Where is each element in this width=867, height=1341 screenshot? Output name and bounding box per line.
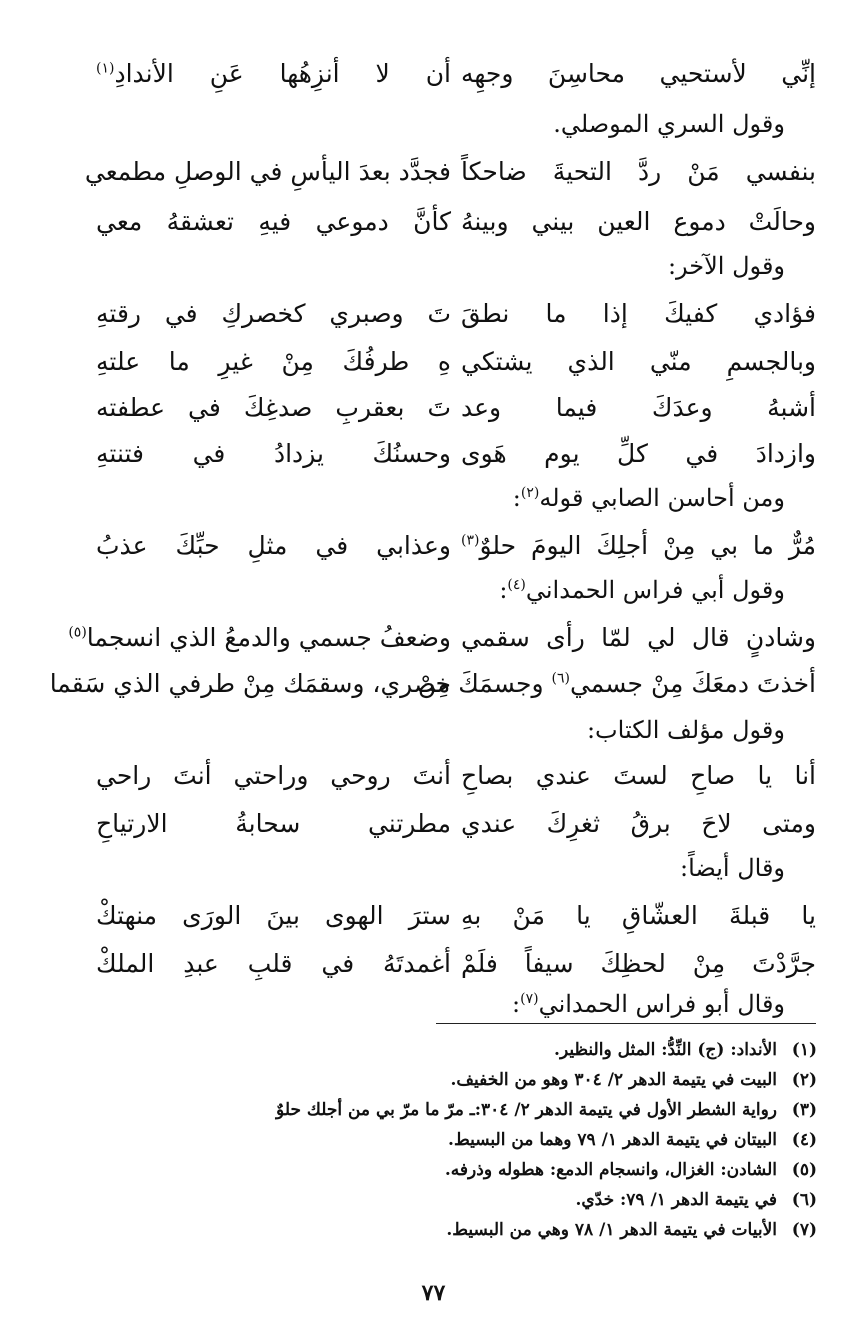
hemistich-text: أن لا أنزِهُها عَنِ الأندادِ [114,59,451,88]
footnote-text: البيت في يتيمة الدهر ٢/ ٣٠٤ وهو من الخفيف. [450,1070,777,1090]
verse-first-hemistich: جرَّدْتَ مِنْ لحظِكَ سيفاً فلَمْ [461,949,816,978]
footnote-number: (٧) [791,1220,817,1240]
footnote-text: البيتان في يتيمة الدهر ١/ ٧٩ وهما من البسيط. [448,1130,777,1150]
page-number: ٧٧ [421,1280,446,1306]
verse-second-hemistich: أغمدتَهُ في قلبِ عبدِ الملكْ [96,949,451,978]
intro-tail: : [512,484,521,512]
verse-first-hemistich: أشبهُ وعدَكَ فيما وعد [461,393,816,422]
verse-first-hemistich: أنا يا صاحِ لستَ عندي بصاحِ [461,761,816,790]
intro-text: ومن أحاسن الصابي قوله [539,484,785,512]
verse-line [96,526,816,570]
footnote-marker: (٣) [461,532,480,549]
footnote-marker: (٦) [551,670,570,687]
verse-second-hemistich: كأنَّ دموعي فيهِ تعشقهُ معي [96,207,451,236]
footnote-number: (٦) [791,1190,817,1210]
verse-first-hemistich: وازدادَ في كلِّ يوم هَوى [461,439,816,468]
verse-first-hemistich: يا قبلةَ العشّاقِ يا مَنْ بهِ [461,901,816,930]
verse-second-hemistich [68,618,451,658]
verse-line [96,896,816,940]
intro-line [185,570,785,610]
footnote [97,1216,817,1244]
verse-line [96,342,816,386]
footnote-number: (٣) [791,1100,817,1120]
hemistich-text: أخذتَ دمعَكَ مِنْ جسمي [569,669,816,698]
intro-line: وقول مؤلف الكتاب: [586,716,785,744]
footnote-marker: (٢) [520,485,540,501]
footnote-number: (٥) [791,1160,817,1180]
verse-first-hemistich: بنفسي مَنْ ردَّ التحيةَ ضاحكاً [461,157,816,186]
intro-line: وقال أيضاً: [680,854,785,882]
verse-line [49,664,816,708]
intro-line: وقول السري الموصلي. [553,110,785,138]
hemistich-text: مُرٌّ ما بي مِنْ أجلِكَ اليومَ حلوٌ [479,531,816,560]
hemistich-tail: وجسمَكَ مِنْ [417,669,552,698]
footnote-text: الشادن: الغزال، وانسجام الدمع: هطوله وذرفه. [444,1160,777,1180]
footnote-marker: (٧) [520,991,539,1007]
footnote-text: رواية الشطر الأول في يتيمة الدهر ٢/ ٣٠٤:ـ مرّ ما مرّ بي من أجلك حلوٌ [276,1100,777,1120]
intro-line: وقول الآخر: [667,252,785,280]
verse-second-hemistich: خصري، وسقمَك مِنْ طرفي الذي سَقما [49,669,451,698]
footnote-number: (٢) [791,1070,817,1090]
verse-line [96,756,816,800]
verse-line [96,944,816,988]
intro-tail: : [499,576,508,604]
intro-line [185,478,785,518]
verse-second-hemistich [96,54,451,94]
footnote-text: في يتيمة الدهر ١/ ٧٩: خدّي. [575,1190,777,1210]
footnote [97,1186,817,1214]
verse-line [68,618,816,662]
verse-second-hemistich: وحسنُكَ يزدادُ في فتنتهِ [96,439,451,468]
footnote-text: الأنداد: (ج) النِّدُّ: المثل والنظير. [554,1040,777,1060]
intro-text: وقال أبو فراس الحمداني [538,990,785,1018]
intro-line [185,984,785,1024]
verse-second-hemistich: مطرتني سحابةُ الارتياحِ [96,809,451,838]
verse-line [96,54,816,98]
verse-line [96,202,816,246]
verse-second-hemistich: فجدَّد بعدَ اليأسِ في الوصلِ مطمعي [84,157,451,186]
footnote-text: الأبيات في يتيمة الدهر ١/ ٧٨ وهي من البسيط. [446,1220,777,1240]
footnote [97,1156,817,1184]
verse-second-hemistich: سترَ الهوى بينَ الورَى منهتكْ [96,901,451,930]
verse-first-hemistich [417,664,816,704]
verse-first-hemistich: فؤادي كفيكَ إذا ما نطقَ [461,299,816,328]
footnote [97,1096,817,1124]
footnote-separator [436,1023,816,1024]
verse-first-hemistich [461,526,816,566]
verse-first-hemistich: إنِّي لأستحيي محاسِنَ وجهِه [461,59,816,88]
verse-second-hemistich: هِ طرفُكَ مِنْ غيرِ ما علتهِ [96,347,451,376]
verse-second-hemistich: تَ وصبري كخصركِ في رقتهِ [96,299,451,328]
intro-text: وقول أبي فراس الحمداني [525,576,785,604]
intro-tail: : [512,990,521,1018]
hemistich-text: وضعفُ جسمي والدمعُ الذي انسجما [86,623,451,652]
verse-first-hemistich: وحالَتْ دموع العين بيني وبينهُ [461,207,816,236]
verse-second-hemistich: تَ بعقربِ صدغِكَ في عطفته [96,393,451,422]
footnote-marker: (٥) [68,624,87,641]
footnote [97,1066,817,1094]
verse-second-hemistich: وعذابي في مثلِ حبِّكَ عذبُ [96,531,451,560]
verse-line [96,804,816,848]
footnote-marker: (١) [96,60,115,77]
verse-second-hemistich: أنتَ روحي وراحتي أنتَ راحي [96,761,451,790]
verse-line [84,152,816,196]
footnote-number: (٤) [791,1130,817,1150]
verse-line [96,434,816,478]
verse-first-hemistich: ومتى لاحَ برقُ ثغرِكَ عندي [461,809,816,838]
footnote [97,1126,817,1154]
verse-line [96,294,816,338]
verse-first-hemistich: وبالجسمِ منّي الذي يشتكي [461,347,816,376]
footnote-number: (١) [791,1040,817,1060]
verse-line [96,388,816,432]
footnote-marker: (٤) [507,577,526,593]
verse-first-hemistich: وشادنٍ قال لي لمّا رأى سقمي [461,623,816,652]
footnote [97,1036,817,1064]
